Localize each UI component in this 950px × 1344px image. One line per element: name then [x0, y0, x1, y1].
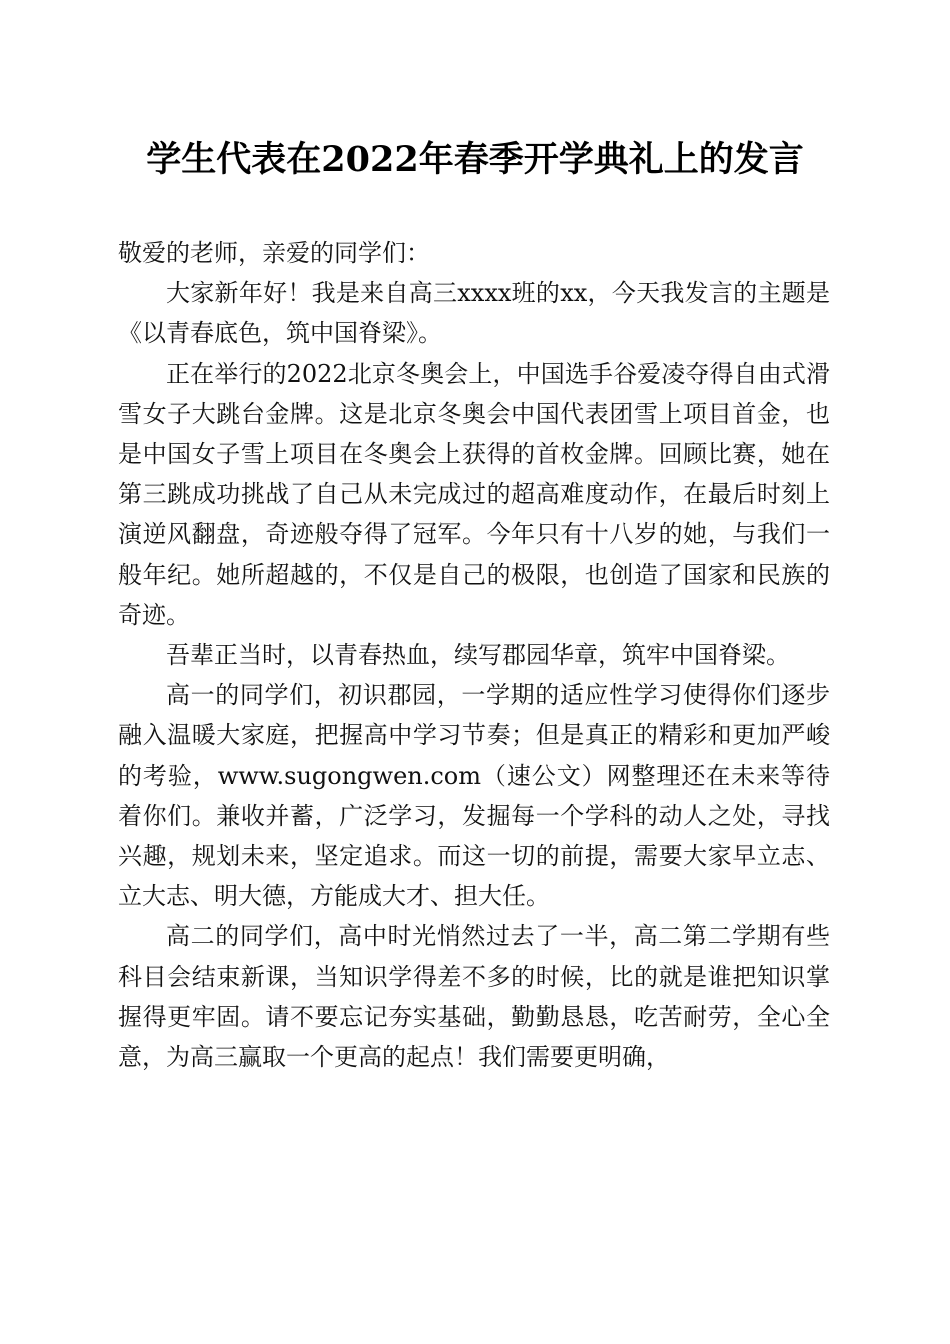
- salutation: 敬爱的老师，亲爱的同学们：: [118, 239, 430, 267]
- document-title: 学生代表在2022年春季开学典礼上的发言: [146, 139, 804, 180]
- paragraph-motto: 吾辈正当时，以青春热血，续写郡园华章，筑牢中国脊梁。: [166, 641, 790, 670]
- paragraph-olympics: 正在举行的2022北京冬奥会上，中国选手谷爱凌夺得自由式滑雪女子大跳台金牌。这是北京冬奥会中国代表团雪上项目首金，也是中国女子雪上项目在冬奥会上获得的首枚金牌。回顾比赛，她在第三跳成功挑战了自己从未完成过的超高难度动作，在最后时刻上演逆风翻盘，奇迹般夺得了冠军。今年只有十八岁的她，与我们一般年纪。她所超越的，不仅是自己的极限，也创造了国家和民族的奇迹。: [118, 359, 830, 629]
- paragraph-grade-one: 高一的同学们，初识郡园，一学期的适应性学习使得你们逐步融入温暖大家庭，把握高中学习节奏；但是真正的精彩和更加严峻的考验，www.sugongwen.com（速公文）网整理还在未来等待着你们。兼收并蓄，广泛学习，发掘每一个学科的动人之处，寻找兴趣，规划未来，坚定追求。而这一切的前提，需要大家早立志、立大志、明大德，方能成大才、担大任。: [118, 681, 830, 911]
- paragraph-grade-two: 高二的同学们，高中时光悄然过去了一半，高二第二学期有些科目会结束新课，当知识学得差不多的时候，比的就是谁把知识掌握得更牢固。请不要忘记夯实基础，勤勤恳恳，吃苦耐劳，全心全意，为高三赢取一个更高的起点！我们需要更明确，: [118, 922, 830, 1072]
- document-body: [118, 233, 830, 1077]
- paragraph-greeting: 大家新年好！我是来自高三xxxx班的xx，今天我发言的主题是《以青春底色，筑中国脊梁》。: [118, 279, 830, 348]
